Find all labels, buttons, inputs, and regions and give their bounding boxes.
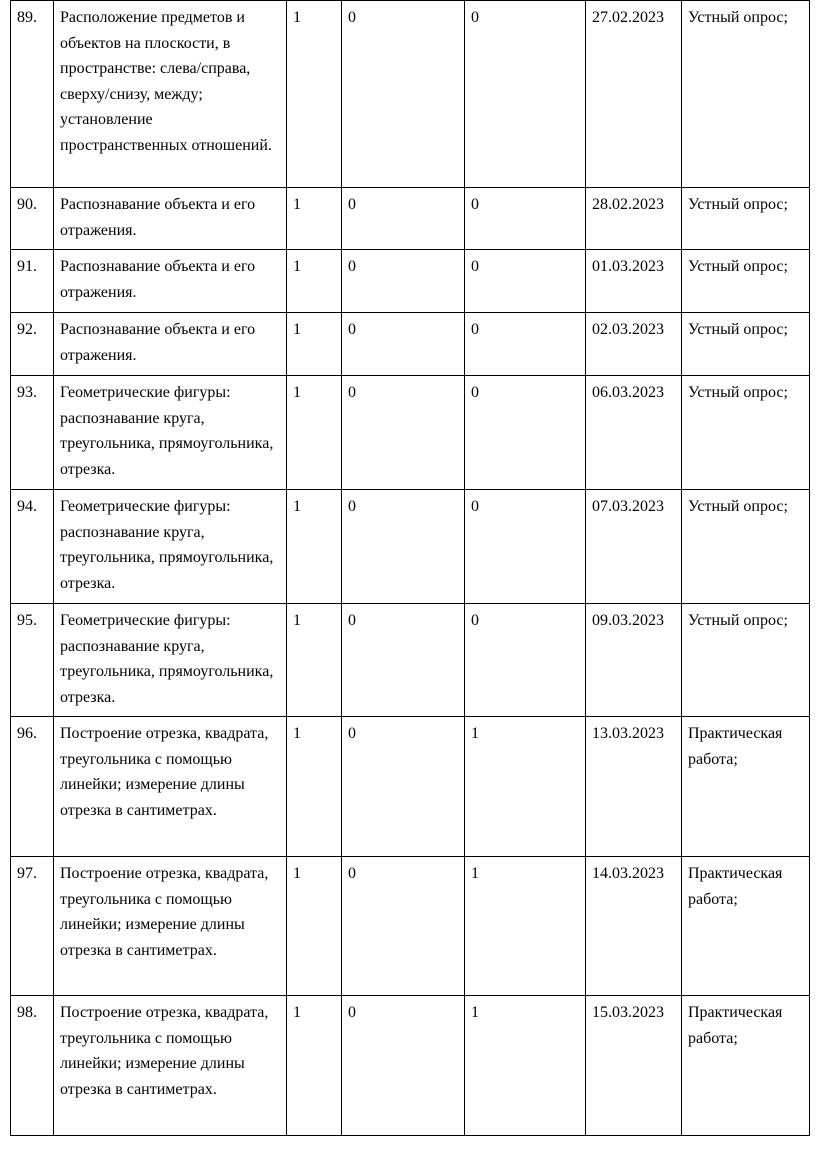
- lesson-date-cell: 27.02.2023: [586, 1, 682, 188]
- row-number-cell: 90.: [11, 188, 54, 250]
- lesson-date-cell: 09.03.2023: [586, 604, 682, 717]
- hours-total-cell: 1: [287, 996, 342, 1136]
- assessment-form-cell: Практическая работа;: [682, 857, 810, 996]
- hours-control-cell: 0: [342, 313, 465, 376]
- hours-total-cell: 1: [287, 604, 342, 717]
- row-number-cell: 91.: [11, 250, 54, 313]
- assessment-form-cell: Устный опрос;: [682, 376, 810, 490]
- hours-total-cell: 1: [287, 250, 342, 313]
- lesson-date-cell: 13.03.2023: [586, 717, 682, 857]
- table-row: [11, 717, 810, 857]
- lesson-topic-cell: Геометрические фигуры: распознавание круга, треугольника, прямоугольника, отрезка.: [54, 490, 287, 604]
- lesson-date-cell: 28.02.2023: [586, 188, 682, 250]
- assessment-form-cell: Устный опрос;: [682, 188, 810, 250]
- hours-practical-cell: 0: [465, 376, 586, 490]
- table-row: [11, 313, 810, 376]
- row-number-cell: 96.: [11, 717, 54, 857]
- hours-control-cell: 0: [342, 490, 465, 604]
- hours-total-cell: 1: [287, 376, 342, 490]
- lesson-schedule-table: [10, 0, 810, 1136]
- hours-total-cell: 1: [287, 313, 342, 376]
- assessment-form-cell: Устный опрос;: [682, 1, 810, 188]
- hours-control-cell: 0: [342, 717, 465, 857]
- row-number-cell: 98.: [11, 996, 54, 1136]
- assessment-form-cell: Устный опрос;: [682, 250, 810, 313]
- row-number-cell: 92.: [11, 313, 54, 376]
- lesson-date-cell: 02.03.2023: [586, 313, 682, 376]
- row-number-cell: 95.: [11, 604, 54, 717]
- hours-practical-cell: 1: [465, 996, 586, 1136]
- hours-total-cell: 1: [287, 717, 342, 857]
- lesson-date-cell: 14.03.2023: [586, 857, 682, 996]
- lesson-topic-cell: Построение отрезка, квадрата, треугольника с помощью линейки; измерение длины отрезка в сантиметрах.: [54, 857, 287, 996]
- hours-control-cell: 0: [342, 376, 465, 490]
- lesson-topic-cell: Геометрические фигуры: распознавание круга, треугольника, прямоугольника, отрезка.: [54, 604, 287, 717]
- hours-control-cell: 0: [342, 996, 465, 1136]
- lesson-topic-cell: Построение отрезка, квадрата, треугольника с помощью линейки; измерение длины отрезка в сантиметрах.: [54, 996, 287, 1136]
- hours-practical-cell: 0: [465, 188, 586, 250]
- lesson-date-cell: 07.03.2023: [586, 490, 682, 604]
- lesson-topic-cell: Построение отрезка, квадрата, треугольника с помощью линейки; измерение длины отрезка в сантиметрах.: [54, 717, 287, 857]
- table-row: [11, 604, 810, 717]
- hours-control-cell: 0: [342, 604, 465, 717]
- lesson-topic-cell: Распознавание объекта и его отражения.: [54, 188, 287, 250]
- lesson-topic-cell: Расположение предметов и объектов на плоскости, в пространстве: слева/справа, сверху/снизу, между; установление пространственных отношений.: [54, 1, 287, 188]
- lesson-topic-cell: Распознавание объекта и его отражения.: [54, 250, 287, 313]
- hours-control-cell: 0: [342, 1, 465, 188]
- hours-total-cell: 1: [287, 1, 342, 188]
- assessment-form-cell: Устный опрос;: [682, 490, 810, 604]
- hours-practical-cell: 0: [465, 250, 586, 313]
- hours-control-cell: 0: [342, 250, 465, 313]
- lesson-date-cell: 06.03.2023: [586, 376, 682, 490]
- hours-total-cell: 1: [287, 490, 342, 604]
- table-row: [11, 1, 810, 188]
- table-row: [11, 490, 810, 604]
- row-number-cell: 94.: [11, 490, 54, 604]
- assessment-form-cell: Устный опрос;: [682, 313, 810, 376]
- hours-total-cell: 1: [287, 188, 342, 250]
- hours-total-cell: 1: [287, 857, 342, 996]
- lesson-topic-cell: Распознавание объекта и его отражения.: [54, 313, 287, 376]
- lesson-date-cell: 15.03.2023: [586, 996, 682, 1136]
- row-number-cell: 93.: [11, 376, 54, 490]
- assessment-form-cell: Практическая работа;: [682, 717, 810, 857]
- schedule-body: [11, 1, 810, 1136]
- assessment-form-cell: Устный опрос;: [682, 604, 810, 717]
- hours-control-cell: 0: [342, 188, 465, 250]
- hours-practical-cell: 0: [465, 1, 586, 188]
- hours-control-cell: 0: [342, 857, 465, 996]
- assessment-form-cell: Практическая работа;: [682, 996, 810, 1136]
- table-row: [11, 188, 810, 250]
- table-row: [11, 996, 810, 1136]
- row-number-cell: 97.: [11, 857, 54, 996]
- table-row: [11, 857, 810, 996]
- lesson-date-cell: 01.03.2023: [586, 250, 682, 313]
- row-number-cell: 89.: [11, 1, 54, 188]
- hours-practical-cell: 1: [465, 857, 586, 996]
- table-row: [11, 250, 810, 313]
- hours-practical-cell: 0: [465, 313, 586, 376]
- lesson-topic-cell: Геометрические фигуры: распознавание круга, треугольника, прямоугольника, отрезка.: [54, 376, 287, 490]
- hours-practical-cell: 0: [465, 604, 586, 717]
- hours-practical-cell: 1: [465, 717, 586, 857]
- table-row: [11, 376, 810, 490]
- hours-practical-cell: 0: [465, 490, 586, 604]
